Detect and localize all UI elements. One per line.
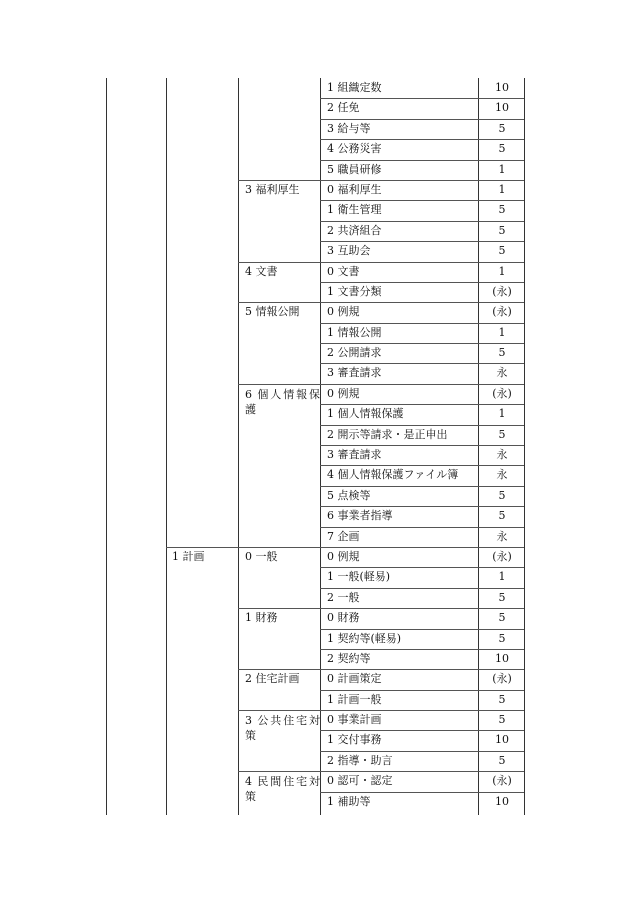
retention-period-cell: 5 (498, 428, 506, 441)
retention-period-cell: 1 (498, 407, 506, 420)
column-rule-5 (524, 78, 525, 815)
retention-period-cell: 1 (498, 183, 506, 196)
item-cell: 3 審査請求 (327, 366, 382, 379)
item-cell: 1 計画一般 (327, 693, 382, 706)
item-cell: 4 公務災害 (327, 142, 382, 155)
item-cell: 0 計画策定 (327, 672, 382, 685)
retention-period-cell: 5 (498, 224, 506, 237)
column-rule-3 (320, 78, 321, 815)
retention-period-cell: 10 (495, 733, 509, 746)
retention-period-cell: 永 (496, 448, 508, 461)
retention-period-cell: 10 (495, 795, 509, 808)
item-cell: 2 一般 (327, 591, 360, 604)
retention-period-cell: 5 (498, 591, 506, 604)
item-cell: 5 点検等 (327, 489, 371, 502)
retention-period-cell: (永) (492, 774, 512, 787)
retention-period-cell: 1 (498, 265, 506, 278)
item-cell: 3 審査請求 (327, 448, 382, 461)
item-cell: 0 認可・認定 (327, 774, 393, 787)
item-cell: 2 公開請求 (327, 346, 382, 359)
item-cell: 1 個人情報保護 (327, 407, 404, 420)
item-cell: 3 互助会 (327, 244, 371, 257)
retention-period-cell: 5 (498, 713, 506, 726)
item-cell: 2 共済組合 (327, 224, 382, 237)
item-cell: 1 衛生管理 (327, 203, 382, 216)
item-cell: 7 企画 (327, 530, 360, 543)
item-cell: 1 交付事務 (327, 733, 382, 746)
item-cell: 2 契約等 (327, 652, 371, 665)
section-cell: 1 計画 (172, 550, 205, 563)
category-cell: 4 文書 (245, 265, 278, 278)
retention-period-cell: 5 (498, 754, 506, 767)
item-cell: 0 例規 (327, 305, 360, 318)
retention-period-cell: 10 (495, 652, 509, 665)
column-rule-4 (478, 78, 479, 815)
category-cell: 4 民間住宅対策 (245, 775, 320, 803)
item-cell: 1 補助等 (327, 795, 371, 808)
item-cell: 2 開示等請求・是正申出 (327, 428, 448, 441)
retention-period-cell: 10 (495, 81, 509, 94)
item-cell: 5 職員研修 (327, 163, 382, 176)
retention-period-cell: (永) (492, 672, 512, 685)
item-cell: 1 一般(軽易) (327, 570, 391, 583)
retention-period-cell: 1 (498, 163, 506, 176)
category-cell: 2 住宅計画 (245, 672, 300, 685)
category-cell: 5 情報公開 (245, 305, 300, 318)
item-cell: 3 給与等 (327, 122, 371, 135)
item-cell: 0 例規 (327, 550, 360, 563)
item-cell: 1 組織定数 (327, 81, 382, 94)
category-cell: 0 一般 (245, 550, 278, 563)
retention-period-cell: 永 (496, 366, 508, 379)
item-cell: 6 事業者指導 (327, 509, 393, 522)
item-cell: 0 文書 (327, 265, 360, 278)
retention-period-cell: 永 (496, 530, 508, 543)
retention-period-cell: 5 (498, 509, 506, 522)
column-rule-0 (106, 78, 107, 815)
retention-period-cell: (永) (492, 550, 512, 563)
retention-period-cell: 5 (498, 611, 506, 624)
column-rule-1 (166, 78, 167, 815)
retention-period-cell: 5 (498, 346, 506, 359)
item-cell: 0 財務 (327, 611, 360, 624)
retention-period-cell: (永) (492, 305, 512, 318)
item-cell: 1 文書分類 (327, 285, 382, 298)
retention-period-cell: 1 (498, 326, 506, 339)
category-cell: 3 福利厚生 (245, 183, 300, 196)
item-cell: 4 個人情報保護ファイル簿 (327, 468, 459, 481)
retention-period-cell: 永 (496, 468, 508, 481)
retention-period-cell: 5 (498, 244, 506, 257)
category-cell: 6 個人情報保護 (245, 388, 320, 416)
column-rule-2 (238, 78, 239, 815)
item-cell: 1 契約等(軽易) (327, 632, 402, 645)
category-cell: 1 財務 (245, 611, 278, 624)
item-cell: 2 指導・助言 (327, 754, 393, 767)
retention-period-cell: 5 (498, 632, 506, 645)
retention-period-cell: (永) (492, 285, 512, 298)
item-cell: 2 任免 (327, 101, 360, 114)
item-cell: 0 事業計画 (327, 713, 382, 726)
retention-period-cell: 1 (498, 570, 506, 583)
retention-period-cell: 5 (498, 122, 506, 135)
retention-period-cell: 10 (495, 101, 509, 114)
item-cell: 0 福利厚生 (327, 183, 382, 196)
retention-period-cell: 5 (498, 693, 506, 706)
retention-period-cell: 5 (498, 142, 506, 155)
retention-period-cell: 5 (498, 203, 506, 216)
item-cell: 1 情報公開 (327, 326, 382, 339)
retention-period-cell: (永) (492, 387, 512, 400)
item-cell: 0 例規 (327, 387, 360, 400)
retention-period-cell: 5 (498, 489, 506, 502)
category-cell: 3 公共住宅対策 (245, 714, 320, 742)
